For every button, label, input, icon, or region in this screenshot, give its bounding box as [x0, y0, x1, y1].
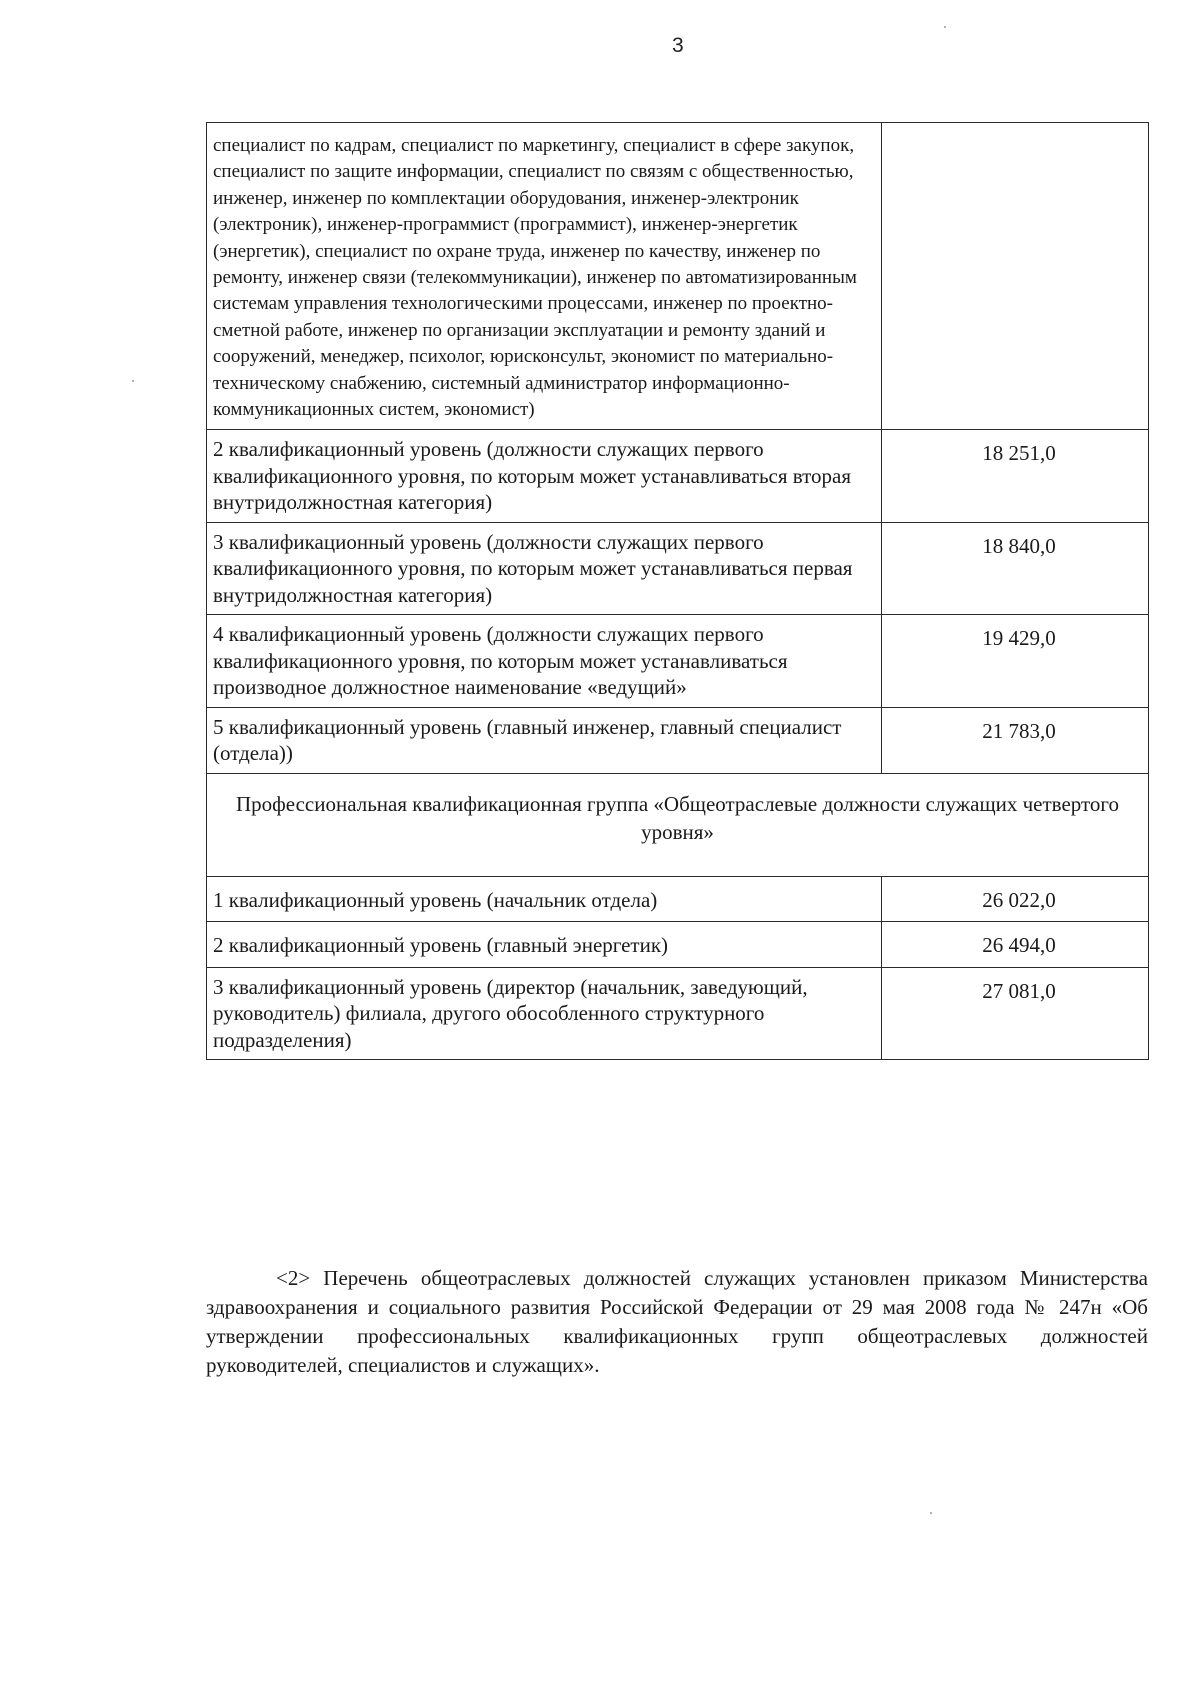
salary-value: 19 429,0	[882, 615, 1149, 708]
table-row	[207, 522, 1149, 615]
scan-speck	[132, 380, 134, 382]
salary-table	[206, 122, 1149, 1060]
table-row	[207, 967, 1149, 1060]
salary-value: 21 783,0	[882, 707, 1149, 773]
table-row	[207, 615, 1149, 708]
salary-value: 26 022,0	[882, 876, 1149, 922]
table-row	[207, 123, 1149, 430]
salary-value: 18 251,0	[882, 430, 1149, 523]
table-row	[207, 430, 1149, 523]
table-row	[207, 922, 1149, 968]
scan-speck	[930, 1512, 932, 1514]
group-heading: Профессиональная квалификационная группа «Общеотраслевые должности служащих четвертого уровня»	[207, 773, 1149, 876]
position-description: 4 квалификационный уровень (должности служащих первого квалификационного уровня, по которым может устанавливаться производное должностное наименование «ведущий»	[207, 615, 882, 708]
position-description: 2 квалификационный уровень (главный энергетик)	[207, 922, 882, 968]
position-description: 3 квалификационный уровень (должности служащих первого квалификационного уровня, по которым может устанавливаться первая внутридолжностная категория)	[207, 522, 882, 615]
footnote-text: <2> Перечень общеотраслевых должностей служащих установлен приказом Министерства здравоохранения и социального развития Российской Федерации от 29 мая 2008 года № 247н «Об утверждении профессиональных квалификационных групп общеотраслевых должностей руководителей, специалистов и служащих».	[206, 1266, 1148, 1377]
position-description: 3 квалификационный уровень (директор (начальник, заведующий, руководитель) филиала, другого обособленного структурного подразделения)	[207, 967, 882, 1060]
salary-value: 26 494,0	[882, 922, 1149, 968]
position-description: 1 квалификационный уровень (начальник отдела)	[207, 876, 882, 922]
salary-value: 18 840,0	[882, 522, 1149, 615]
footnote	[206, 1264, 1148, 1380]
salary-value: 27 081,0	[882, 967, 1149, 1060]
scan-speck	[944, 26, 946, 28]
page-number: 3	[672, 34, 684, 57]
position-description: специалист по кадрам, специалист по маркетингу, специалист в сфере закупок, специалист по защите информации, специалист по связям с общественностью, инженер, инженер по комплектации оборудования, инженер-электроник (электроник), инженер-программист (программист), инженер-энергетик (энергетик), специалист по охране труда, инженер по качеству, инженер по ремонту, инженер связи (телекоммуникации), инженер по автоматизированным системам управления технологическими процессами, инженер по проектно-сметной работе, инженер по организации эксплуатации и ремонту зданий и сооружений, менеджер, психолог, юрисконсульт, экономист по материально-техническому снабжению, системный администратор информационно-коммуникационных систем, экономист)	[207, 123, 882, 430]
position-description: 5 квалификационный уровень (главный инженер, главный специалист (отдела))	[207, 707, 882, 773]
position-description: 2 квалификационный уровень (должности служащих первого квалификационного уровня, по которым может устанавливаться вторая внутридолжностная категория)	[207, 430, 882, 523]
group-heading-row	[207, 773, 1149, 876]
salary-value	[882, 123, 1149, 430]
table-row	[207, 707, 1149, 773]
table-row	[207, 876, 1149, 922]
